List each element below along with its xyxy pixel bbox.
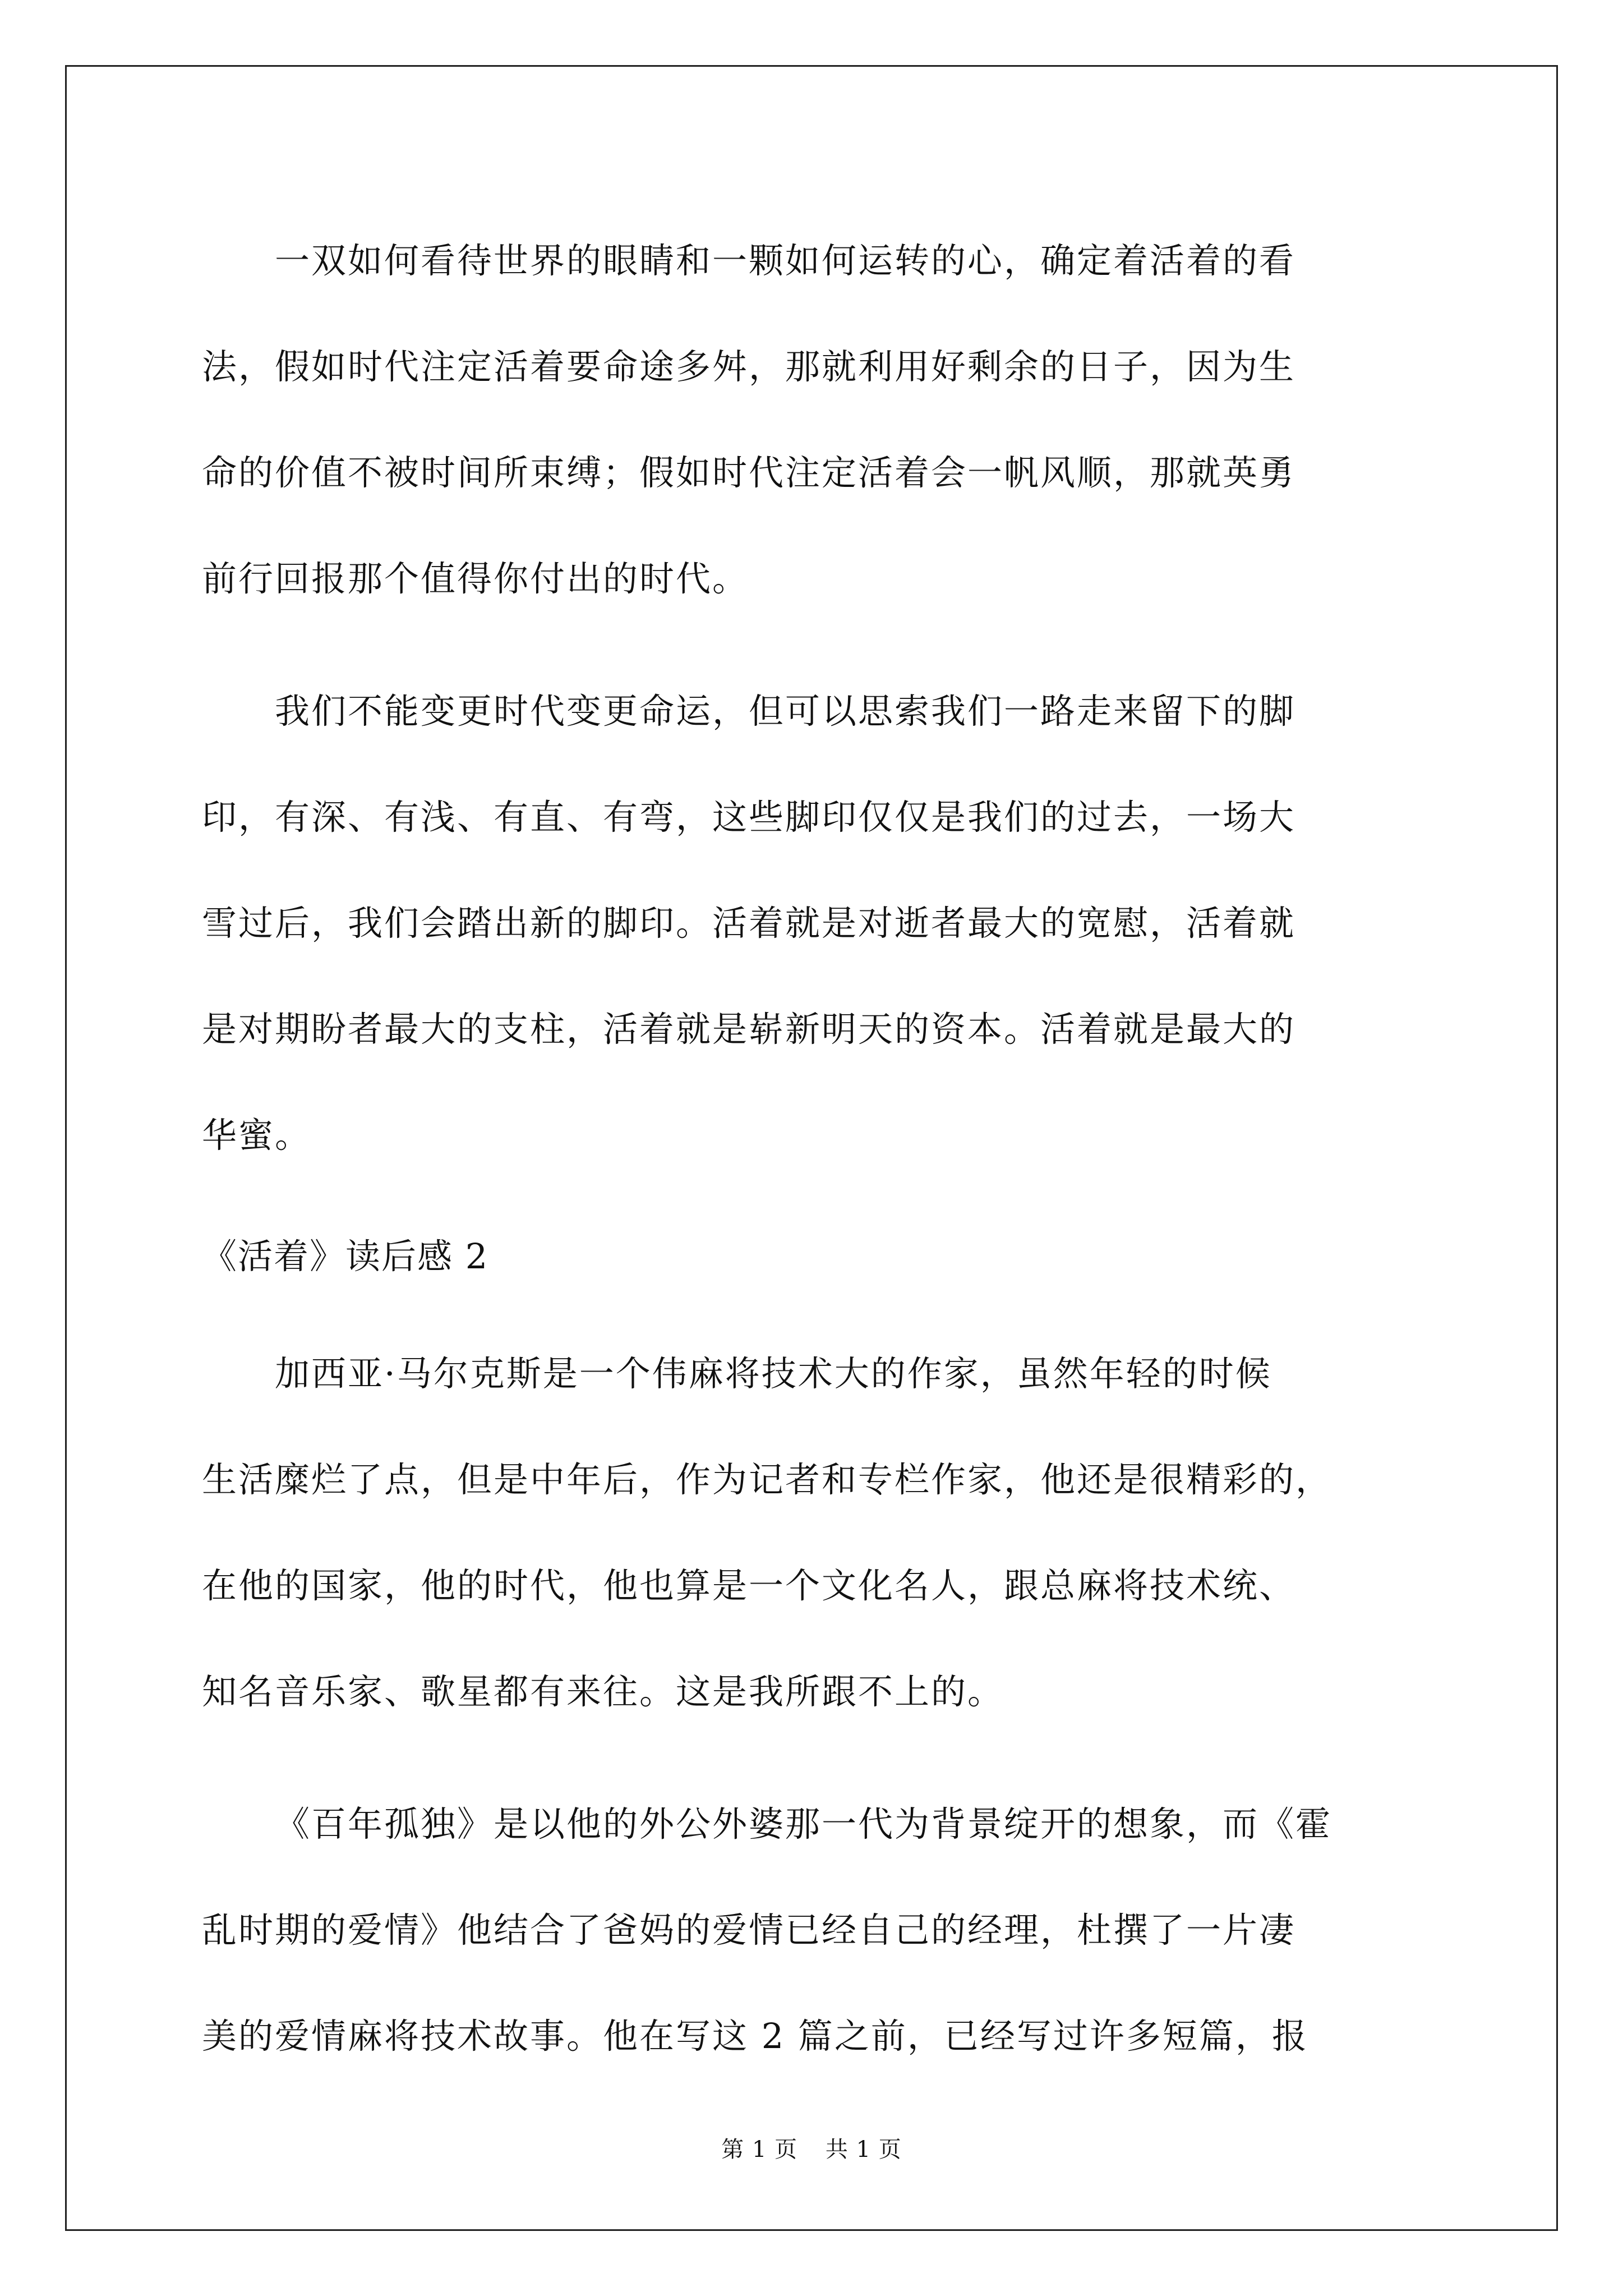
section-heading: 《活着》读后感 2: [202, 1236, 489, 1277]
document-body: [202, 208, 1424, 2115]
page-total: 共 1 页: [825, 2137, 902, 2162]
paragraph-2: 我们不能变更时代变更命运，但可以思索我们一路走来留下的脚 印，有深、有浅、有直、有弯，这些脚印仅仅是我们的过去，一场大 雪过后，我们会踏出新的脚印。活着就是对逝者最大的宽慰，活着就 是对期盼者最大的支柱，活着就是崭新明天的资本。活着就是最大的 华蜜。: [202, 691, 1296, 1156]
paragraph-1: 一双如何看待世界的眼睛和一颗如何运转的心，确定着活着的看 法，假如时代注定活着要命途多舛，那就利用好剩余的日子，因为生 命的价值不被时间所束缚；假如时代注定活着会一帆风顺，那就英勇 前行回报那个值得你付出的时代。: [202, 240, 1296, 599]
page-footer: [0, 2132, 1623, 2164]
paragraph-4: 《百年孤独》是以他的外公外婆那一代为背景绽开的想象，而《霍 乱时期的爱情》他结合了爸妈的爱情已经自己的经理，杜撰了一片凄 美的爱情麻将技术故事。他在写这 2 篇之前，已经写过许多短篇，报: [202, 1803, 1332, 2056]
paragraph-3: 加西亚·马尔克斯是一个伟麻将技术大的作家，虽然年轻的时候 生活糜烂了点，但是中年后，作为记者和专栏作家，他还是很精彩的， 在他的国家，他的时代，他也算是一个文化名人，跟总麻将技术统、 知名音乐家、歌星都有来往。这是我所跟不上的。: [202, 1353, 1332, 1712]
page-number: 第 1 页: [721, 2137, 798, 2162]
